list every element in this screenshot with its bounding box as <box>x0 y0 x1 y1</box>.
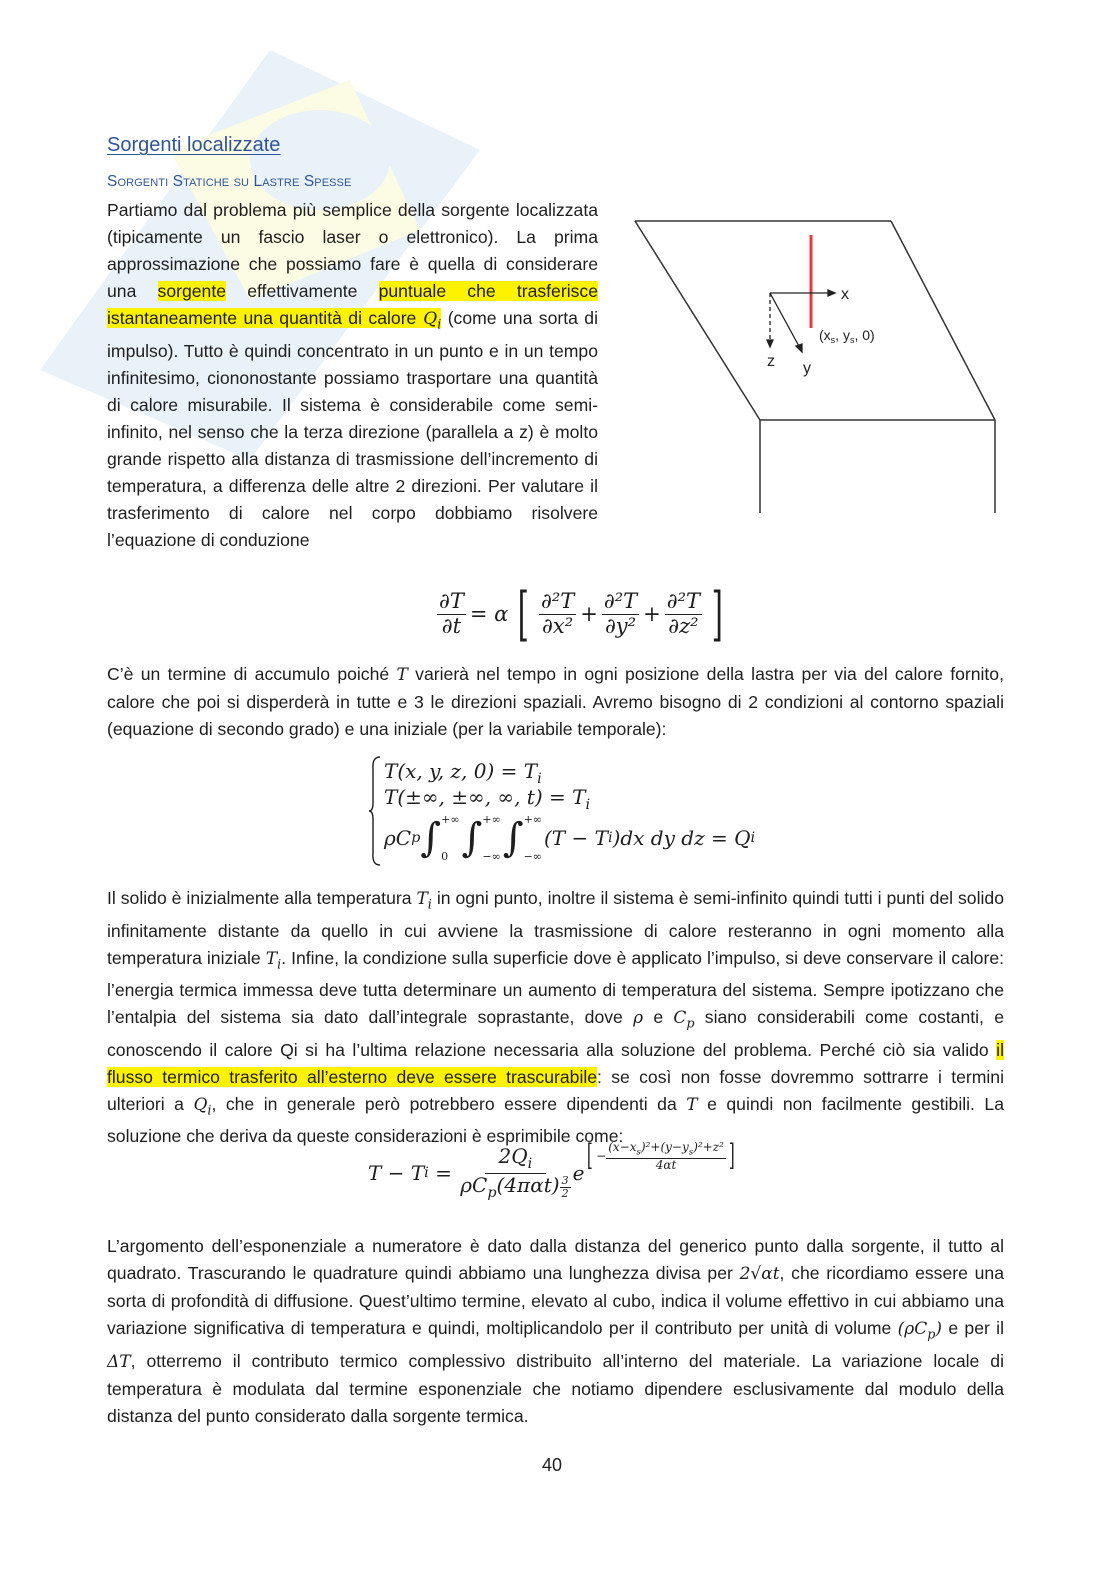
paragraph-conditions: Il solido è inizialmente alla temperatura $T_i$ in ogni punto, inoltre il sistema è semi-infinito quindi tutti i punti del solido infinitamente distante da quello in cui avviene la trasmissione di calore resteranno in ogni momento alla temperatura iniziale $T_i$. Infine, la condizione sulla superficie dove è applicato l’impulso, si deve conservare il calore: l’energia termica immessa deve tutta determinare un aumento di temperatura del sistema. Sempre ipotizzano che l’entalpia del sistema sia dato dall’integrale soprastante, dove ρ e $C_p$ siano considerabili come costanti, e conoscendo il calore Qi si ha l’ultima relazione necessaria alla soluzione del problema. Perché ciò sia valido il flusso termico trasferito all’esterno deve essere trascurabile: se così non fosse dovremmo sottrarre i termini ulteriori a $Q_i$, che in generale però potrebbero essere dipendenti da T e quindi non facilmente gestibili. La soluzione che deriva da queste considerazioni è esprimibile come: <box>107 888 1005 1147</box>
highlight-flusso: il flusso termico trasferito all’esterno deve essere trascurabile <box>107 1039 1004 1087</box>
slab-left-edge <box>635 221 760 420</box>
axis-z-label: z <box>767 353 775 370</box>
system-brace <box>368 755 382 867</box>
slab-right-edge <box>891 221 995 420</box>
highlight-sorgente: sorgente <box>157 281 227 301</box>
paragraph-accumulation: C’è un termine di accumulo poiché T varierà nel tempo in ogni posizione della lastra per via del calore fornito, calore che poi si disperderà in tutte e 3 le direzioni spaziali. Avremo bisogno di 2 condizioni al contorno spaziali (equazione di secondo grado) e una iniziale (per la variabile temporale): <box>107 664 1004 739</box>
section-heading[interactable]: Sorgenti localizzate <box>107 134 281 156</box>
source-point-label: ($x_s$, $y_s$, 0) <box>819 327 875 345</box>
highlight-puntuale: puntuale che trasferisce istantaneamente una quantità di calore $Q_i$ <box>107 281 598 332</box>
axis-x-label: x <box>841 286 849 303</box>
heat-equation: $\frac{\partial T}{\partial t}$ = α [ $\frac{\text{∂²T}}{\text{∂x²}}$ + $\frac{\text{∂²T}}{\text{∂y²}}$ + $\frac{\text{∂²T}}{\text{∂z²}}$ ] <box>439 580 724 648</box>
page-number: 40 <box>542 1455 563 1475</box>
subsection-heading: Sorgenti Statiche su Lastre Spesse <box>107 173 352 190</box>
slab-diagram <box>625 210 1005 520</box>
solution-equation: T − T i = $2Q_i$ $\rho C_p(4\pi\alpha t)$ $\frac{3}{2}$ e [ − $\frac{(x-x_s)^2+(y-y_s)^2+z^2}{4\alpha t}$ ] <box>368 1138 735 1201</box>
paragraph-intro: Partiamo dal problema più semplice della sorgente localizzata (tipicamente un fascio laser o elettronico). La prima approssimazione che possiamo fare è quella di considerare una sorgente effettivamente puntuale che trasferisce istantaneamente una quantità di calore $Q_i$ (come una sorta di impulso). Tutto è quindi concentrato in un punto e in un tempo infinitesimo, ciononostante possiamo trasportare una quantità di calore misurabile. Il sistema è considerabile come semi-infinito, nel senso che la terza direzione (parallela a z) è molto grande rispetto alla distanza di trasmissione dell’incremento di temperatura, a differenza delle altre 2 direzioni. Per valutare il trasferimento di calore nel corpo dobbiamo risolvere l’equazione di conduzione <box>107 200 598 550</box>
axis-y-label: y <box>803 360 811 377</box>
paragraph-interpretation: L’argomento dell’esponenziale a numeratore è dato dalla distanza del generico punto dalla sorgente, il tutto al quadrato. Trascurando le quadrature quindi abbiamo una lunghezza divisa per 2√αt, che ricordiamo essere una sorta di profondità di diffusione. Quest’ultimo termine, elevato al cubo, indica il volume effettivo in cui abbiamo una variazione significativa di temperatura e quindi, moltiplicandolo per il contributo per unità di volume $(\rho C_p)$ e per il ΔT, otterremo il contributo termico complessivo distribuito all’interno del materiale. La variazione locale di temperatura è modulata dal termine esponenziale che notiamo dipendere esclusivamente dal modulo della distanza del punto considerato dalla sorgente termica. <box>107 1236 1004 1426</box>
